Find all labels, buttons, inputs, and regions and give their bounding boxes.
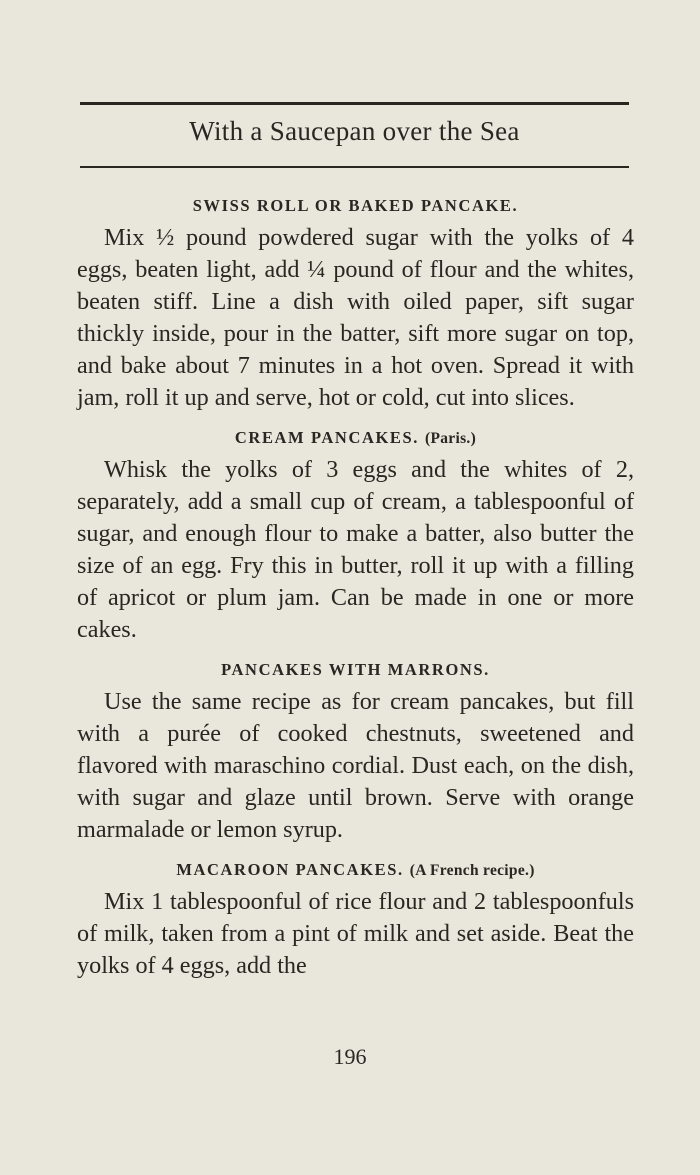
recipe-title-text: PANCAKES WITH MARRONS.	[221, 660, 490, 679]
page-content	[77, 196, 634, 996]
recipe-title-note: (A French recipe.)	[409, 862, 535, 879]
recipe-swiss-roll	[77, 196, 634, 414]
header-rule-bottom	[80, 166, 629, 168]
recipe-cream-pancakes	[77, 428, 634, 646]
recipe-text: Use the same recipe as for cream pancakes, but fill with a purée of cooked chestnuts, sweetened and flavored with maraschino cordial. Dust each, on the dish, with sugar and glaze until brown. Serve with orange marmalade or lemon syrup.	[77, 688, 634, 843]
recipe-title	[77, 660, 634, 680]
recipe-title-text: MACAROON PANCAKES.	[176, 860, 404, 879]
recipe-pancakes-with-marrons	[77, 660, 634, 846]
recipe-macaroon-pancakes	[77, 860, 634, 982]
recipe-title-text: CREAM PANCAKES.	[234, 428, 420, 447]
recipe-title-text: SWISS ROLL OR BAKED PANCAKE.	[192, 196, 519, 215]
header-rule-top	[80, 102, 629, 105]
page-number: 196	[333, 1044, 367, 1069]
recipe-title	[77, 196, 634, 216]
recipe-title	[77, 860, 634, 880]
recipe-title	[77, 428, 634, 448]
running-head: With a Saucepan over the Sea	[189, 116, 520, 146]
recipe-text: Whisk the yolks of 3 eggs and the whites of 2, separately, add a small cup of cream, a tablespoonful of sugar, and enough flour to make a batter, also butter the size of an egg. Fry this in butter, roll it up with a filling of apricot or plum jam. Can be made in one or more cakes.	[77, 456, 634, 643]
recipe-text: Mix 1 tablespoonful of rice flour and 2 tablespoonfuls of milk, taken from a pint of milk and set aside. Beat the yolks of 4 eggs, add the	[77, 888, 634, 979]
recipe-text: Mix ½ pound powdered sugar with the yolks of 4 eggs, beaten light, add ¼ pound of flour and the whites, beaten stiff. Line a dish with oiled paper, sift sugar thickly inside, pour in the batter, sift more sugar on top, and bake about 7 minutes in a hot oven. Spread it with jam, roll it up and serve, hot or cold, cut into slices.	[77, 224, 634, 411]
recipe-title-note: (Paris.)	[425, 430, 477, 447]
